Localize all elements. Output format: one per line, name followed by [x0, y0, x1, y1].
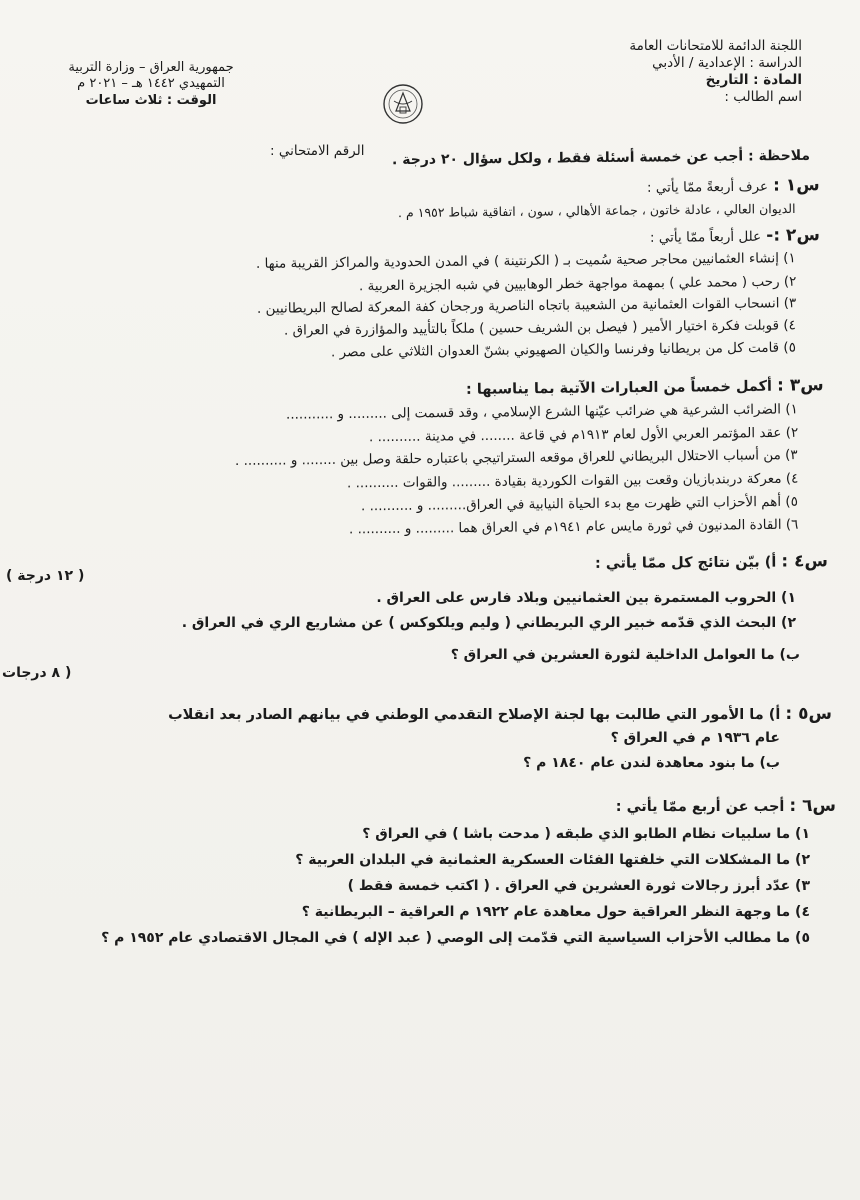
question-4 [595, 551, 828, 573]
question-5-line-a2: عام ١٩٣٦ م في العراق ؟ [610, 730, 780, 746]
question-5 [168, 704, 832, 724]
question-4-prompt-b: ب) ما العوامل الداخلية لثورة العشرين في العراق ؟ [450, 647, 800, 663]
instructions-note: ملاحظة : أجب عن خمسة أسئلة فقط ، ولكل سؤال ٢٠ درجة . [391, 147, 811, 169]
question-6-item: ١) ما سلبيات نظام الطابو الذي طبقه ( مدحت باشا ) في العراق ؟ [362, 826, 810, 842]
question-3-item: ١) الضرائب الشرعية هي ضرائب عيّنها الشرع الإسلامي ، وقد قسمت إلى ......... و ........... [286, 401, 799, 423]
question-6-item: ٥) ما مطالب الأحزاب السياسية التي قدّمت إلى الوصي ( عبد الإله ) في المجال الاقتصادي عام ١٩٥٢ م ؟ [101, 930, 810, 946]
study-branch: الدراسة : الإعدادية / الأدبي [652, 55, 802, 71]
question-3-label: س٣ : [777, 375, 825, 396]
question-2-item: ١) إنشاء العثمانيين محاجر صحية سُميت بـ ( الكرنتينة ) في المدن الحدودية والمراكز القريبة منها . [256, 250, 797, 272]
question-3-item: ٥) أهم الأحزاب التي ظهرت مع بدء الحياة النيابية في العراق......... و .......... . [360, 493, 799, 515]
question-2-label: س٢ :- [766, 225, 821, 246]
ministry-name: جمهورية العراق – وزارة التربية [68, 60, 234, 75]
question-5-line-b: ب) ما بنود معاهدة لندن عام ١٨٤٠ م ؟ [523, 755, 780, 771]
question-6-item: ٤) ما وجهة النظر العراقية حول معاهدة عام ١٩٢٢ م العراقية – البريطانية ؟ [301, 904, 810, 920]
exam-number-label: الرقم الامتحاني : [270, 143, 365, 159]
question-4-mark-b: ( ٨ درجات [2, 665, 72, 681]
question-2-item: ٢) رحب ( محمد علي ) بمهمة مواجهة خطر الوهابيين في شبه الجزيرة العربية . [358, 273, 797, 295]
question-2-prompt: علل أربعاً ممّا يأتي : [650, 228, 762, 246]
question-4-mark-a: ( ١٢ درجة ) [6, 568, 85, 584]
question-3-prompt: أكمل خمساً من العبارات الآتية بما يناسبها : [466, 378, 773, 398]
iraq-emblem-icon [382, 83, 424, 125]
question-2 [650, 225, 820, 247]
question-4-prompt-a: أ) بيّن نتائج كل ممّا يأتي : [594, 554, 777, 572]
question-6-item: ٢) ما المشكلات التي خلفتها الفئات العسكرية العثمانية في البلدان العربية ؟ [295, 852, 810, 868]
exam-session: التمهيدي ١٤٤٢ هـ – ٢٠٢١ م [77, 76, 225, 91]
question-2-item: ٣) انسحاب القوات العثمانية من الشعيبة باتجاه الناصرية ورجحان كفة المعركة لصالح البريطانيين . [256, 295, 797, 317]
question-3-item: ٤) معركة دربندبازيان وقعت بين القوات الكوردية بقيادة ......... والقوات .......... . [346, 470, 799, 492]
question-6-prompt: أجب عن أربع ممّا يأتي : [615, 799, 785, 815]
question-4-label: س٤ : [781, 551, 829, 572]
question-4-item: ١) الحروب المستمرة بين العثمانيين وبلاد فارس على العراق . [376, 590, 796, 606]
question-1-terms: الديوان العالي ، عادلة خاتون ، جماعة الأهالي ، سون ، اتفاقية شباط ١٩٥٢ م . [398, 200, 797, 221]
question-6-item: ٣) عدّد أبرز رجالات ثورة العشرين في العراق . ( اكتب خمسة فقط ) [347, 878, 810, 894]
question-1-prompt: عرف أربعةً ممّا يأتي : [647, 178, 769, 196]
question-3-item: ٢) عقد المؤتمر العربي الأول لعام ١٩١٣م في قاعة ........ في مدينة .......... . [368, 424, 799, 446]
question-3 [466, 375, 824, 399]
subject: المادة : التاريخ [705, 72, 802, 88]
question-2-item: ٤) قوبلت فكرة اختيار الأمير ( فيصل بن الشريف حسين ) ملكاً بالتأييد والمؤازرة في العراق . [284, 317, 797, 339]
question-6 [616, 796, 836, 816]
question-4-item: ٢) البحث الذي قدّمه خبير الري البريطاني ( وليم ويلكوكس ) عن مشاريع الري في العراق . [181, 615, 796, 631]
exam-duration: الوقت : ثلاث ساعات [85, 93, 217, 108]
question-5-line-a1: أ) ما الأمور التي طالبت بها لجنة الإصلاح التقدمي الوطني في بيانهم الصادر بعد انقلاب [168, 707, 781, 723]
question-5-label: س٥ : [785, 704, 832, 724]
question-3-item: ٣) من أسباب الاحتلال البريطاني للعراق موقعه الستراتيجي باعتباره حلقة وصل بين ........ و .......... . [235, 447, 799, 469]
question-6-label: س٦ : [789, 796, 836, 816]
committee-name: اللجنة الدائمة للامتحانات العامة [629, 38, 802, 54]
question-1 [647, 175, 820, 197]
student-name-label: اسم الطالب : [724, 89, 802, 105]
question-1-label: س١ : [773, 175, 821, 196]
question-3-item: ٦) القادة المدنيون في ثورة مايس عام ١٩٤١م في العراق هما ......... و .......... . [348, 516, 799, 538]
question-2-item: ٥) قامت كل من بريطانيا وفرنسا والكيان الصهيوني بشنّ العدوان الثلاثي على مصر . [330, 339, 797, 361]
